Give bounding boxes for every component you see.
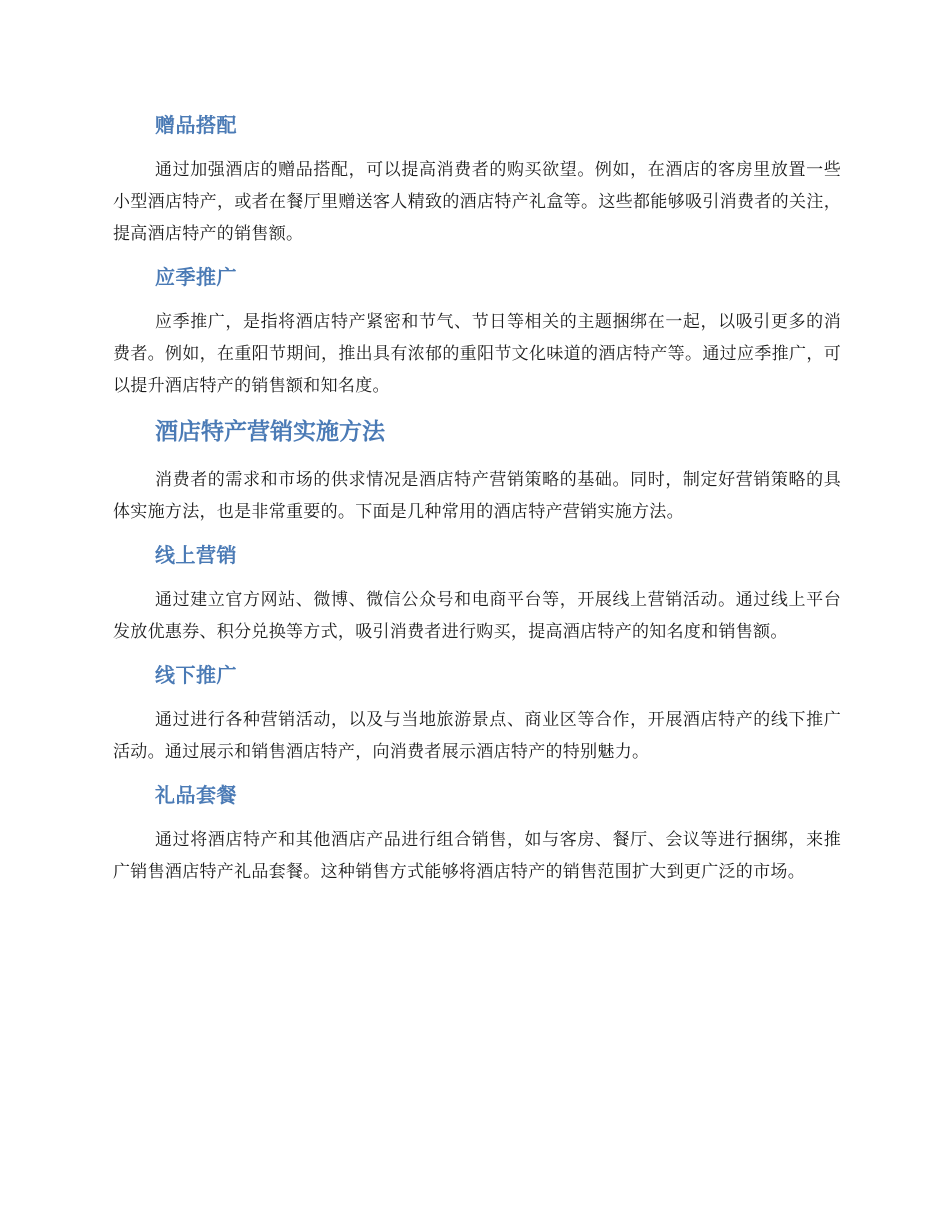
section-paragraph-gifts: 通过加强酒店的赠品搭配，可以提高消费者的购买欲望。例如，在酒店的客房里放置一些小型酒店特产，或者在餐厅里赠送客人精致的酒店特产礼盒等。这些都能够吸引消费者的关注，提高酒店特产的销售额。 — [113, 160, 841, 244]
section-heading-gifts: 赠品搭配 — [155, 113, 237, 137]
section-paragraph-implementation: 消费者的需求和市场的供求情况是酒店特产营销策略的基础。同时，制定好营销策略的具体实施方法，也是非常重要的。下面是几种常用的酒店特产营销实施方法。 — [113, 470, 841, 522]
section-heading-offline: 线下推广 — [155, 663, 237, 687]
section-heading-gift-package: 礼品套餐 — [155, 783, 237, 807]
main-heading-implementation: 酒店特产营销实施方法 — [155, 419, 385, 445]
section-paragraph-gift-package: 通过将酒店特产和其他酒店产品进行组合销售，如与客房、餐厅、会议等进行捆绑，来推广销售酒店特产礼品套餐。这种销售方式能够将酒店特产的销售范围扩大到更广泛的市场。 — [113, 830, 841, 882]
section-heading-online: 线上营销 — [155, 543, 237, 567]
section-paragraph-seasonal: 应季推广，是指将酒店特产紧密和节气、节日等相关的主题捆绑在一起，以吸引更多的消费者。例如，在重阳节期间，推出具有浓郁的重阳节文化味道的酒店特产等。通过应季推广，可以提升酒店特产的销售额和知名度。 — [113, 312, 841, 396]
section-paragraph-online: 通过建立官方网站、微博、微信公众号和电商平台等，开展线上营销活动。通过线上平台发放优惠券、积分兑换等方式，吸引消费者进行购买，提高酒店特产的知名度和销售额。 — [113, 590, 841, 642]
document-content — [113, 108, 841, 898]
section-paragraph-offline: 通过进行各种营销活动，以及与当地旅游景点、商业区等合作，开展酒店特产的线下推广活动。通过展示和销售酒店特产，向消费者展示酒店特产的特别魅力。 — [113, 710, 841, 762]
section-heading-seasonal: 应季推广 — [155, 265, 237, 289]
